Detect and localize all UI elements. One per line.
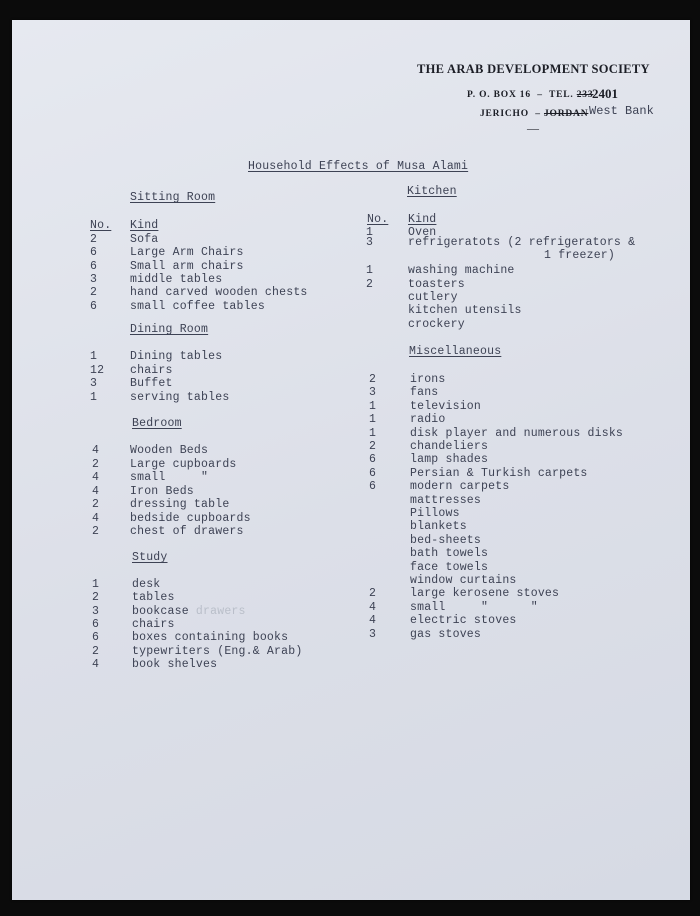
item-kind-text: chest of drawers	[130, 525, 244, 538]
item-kind	[408, 236, 635, 249]
country-struck: JORDAN	[543, 109, 589, 119]
item-quantity: 6	[90, 299, 98, 313]
item-quantity: 2	[90, 233, 98, 246]
item-kind	[410, 507, 460, 520]
section-heading-miscellaneous: Miscellaneous	[409, 345, 502, 358]
item-quantity: 2	[92, 457, 100, 471]
item-quantity: 1	[369, 413, 377, 427]
item-kind-text: face towels	[410, 560, 489, 574]
item-kind-text: radio	[410, 413, 446, 427]
item-kind	[130, 273, 222, 286]
item-kind	[410, 601, 538, 614]
item-kind-text: window curtains	[410, 574, 517, 587]
item-kind-text: mattresses	[410, 493, 482, 507]
item-kind	[130, 350, 222, 363]
item-quantity: 1	[90, 390, 98, 404]
item-kind-text: Dining tables	[130, 350, 223, 363]
item-quantity: 3	[369, 386, 377, 400]
item-kind-text: Large Arm Chairs	[130, 246, 244, 260]
item-kind-text: chairs	[132, 617, 175, 631]
item-kind-text: typewriters (Eng.& Arab)	[132, 644, 303, 658]
item-kind-text: hand carved wooden chests	[130, 286, 308, 300]
item-quantity: 6	[369, 453, 377, 467]
item-quantity: 4	[92, 444, 100, 457]
item-kind	[408, 304, 522, 317]
item-kind	[410, 440, 488, 453]
item-kind-text: gas stoves	[410, 627, 482, 641]
item-kind	[132, 578, 160, 591]
item-kind	[410, 561, 488, 574]
item-kind	[130, 233, 158, 246]
item-quantity: 4	[92, 657, 100, 671]
column-header-no-right: No.	[367, 213, 389, 226]
item-kind-text: fans	[410, 386, 439, 400]
column-header-kind-right: Kind	[408, 213, 437, 226]
item-quantity: 3	[369, 627, 377, 641]
item-kind	[130, 286, 308, 299]
po-box-line	[467, 90, 593, 100]
item-quantity: 2	[92, 525, 100, 538]
item-quantity: 1	[366, 226, 374, 239]
item-kind	[132, 605, 246, 618]
item-quantity: 12	[90, 363, 105, 377]
item-kind-text: chairs	[130, 363, 173, 377]
item-quantity: 4	[369, 600, 377, 614]
item-kind-text: small " "	[410, 600, 538, 614]
item-quantity: 4	[92, 471, 100, 484]
item-kind	[410, 413, 446, 426]
item-kind-text: toasters	[408, 278, 465, 291]
item-kind	[410, 386, 438, 399]
item-kind-text: bed-sheets	[410, 533, 482, 547]
item-kind	[130, 525, 244, 538]
item-quantity: 2	[92, 591, 100, 605]
letterhead-dash: —	[527, 121, 539, 135]
section-heading-kitchen: Kitchen	[407, 185, 457, 198]
item-kind-text: blankets	[410, 520, 467, 534]
item-quantity: 4	[92, 511, 100, 525]
item-kind-text: dressing table	[130, 498, 230, 511]
item-kind	[410, 587, 559, 600]
item-quantity: 1	[366, 264, 374, 277]
item-quantity: 4	[92, 484, 100, 498]
item-kind	[132, 631, 288, 644]
tel-number: 2401	[592, 86, 618, 101]
item-quantity: 2	[92, 644, 100, 658]
item-kind	[132, 645, 302, 658]
item-kind	[130, 458, 237, 471]
item-kind	[132, 618, 175, 631]
item-kind	[130, 246, 244, 259]
item-kind	[410, 467, 588, 480]
item-kind	[410, 534, 481, 547]
item-kind-text: Oven	[408, 226, 437, 239]
item-kind-text: Buffet	[130, 377, 173, 390]
item-kind	[130, 260, 244, 273]
item-kind-text: electric stoves	[410, 614, 517, 628]
item-quantity: 3	[366, 236, 374, 249]
section-heading-study: Study	[132, 551, 168, 564]
item-kind-text: cutlery	[408, 291, 458, 304]
item-kind-text: small coffee tables	[130, 299, 265, 313]
item-kind	[408, 291, 458, 304]
item-kind	[410, 628, 481, 641]
item-kind	[544, 249, 615, 262]
item-quantity: 1	[90, 350, 98, 363]
item-quantity: 3	[92, 604, 100, 618]
item-kind-faint-text: drawers	[195, 604, 246, 618]
item-kind-text: book shelves	[132, 657, 218, 671]
item-kind-text: Large cupboards	[130, 457, 237, 471]
item-kind-text: middle tables	[130, 272, 223, 286]
item-kind	[410, 574, 517, 587]
item-quantity: 6	[369, 466, 377, 480]
po-box-label: P. O. BOX 16 – TEL.	[467, 90, 574, 100]
item-quantity: 2	[366, 278, 374, 291]
item-kind-text: Iron Beds	[130, 484, 194, 498]
item-kind	[408, 278, 465, 291]
item-kind	[130, 444, 208, 457]
item-kind	[408, 318, 465, 331]
tel-struck: 233	[576, 90, 594, 100]
item-kind-text: large kerosene stoves	[410, 587, 560, 601]
item-kind	[410, 427, 623, 440]
item-kind	[130, 391, 229, 404]
item-kind	[410, 373, 446, 386]
item-kind	[132, 591, 175, 604]
item-kind-text: bedside cupboards	[130, 511, 251, 525]
item-kind	[130, 364, 173, 377]
item-kind	[130, 377, 173, 390]
city-line	[480, 109, 588, 119]
item-kind	[410, 614, 517, 627]
item-quantity: 2	[92, 498, 100, 511]
item-quantity: 6	[90, 246, 98, 260]
country-typed: West Bank	[589, 104, 654, 118]
item-quantity: 1	[369, 399, 377, 413]
item-quantity: 6	[92, 631, 100, 645]
item-kind	[130, 300, 265, 313]
item-kind	[410, 494, 481, 507]
item-kind	[130, 512, 251, 525]
item-quantity: 3	[90, 377, 98, 390]
section-heading-bedroom: Bedroom	[132, 417, 182, 430]
item-kind-text: modern carpets	[410, 480, 510, 494]
item-quantity: 2	[369, 440, 377, 453]
item-kind	[410, 520, 467, 533]
item-kind-text: bath towels	[410, 547, 489, 561]
item-kind-text: crockery	[408, 318, 465, 331]
item-kind-text: Pillows	[410, 507, 460, 520]
item-kind-text: Wooden Beds	[130, 444, 209, 457]
item-quantity: 2	[90, 286, 98, 300]
item-quantity: 2	[369, 587, 377, 601]
item-kind	[130, 485, 194, 498]
item-kind	[130, 498, 229, 511]
organization-name: THE ARAB DEVELOPMENT SOCIETY	[417, 62, 650, 76]
document-sheet	[12, 20, 690, 900]
item-kind-text: irons	[410, 373, 446, 386]
item-kind-text: disk player and numerous disks	[410, 426, 624, 440]
item-quantity: 6	[92, 617, 100, 631]
item-kind-text: Persian & Turkish carpets	[410, 466, 588, 480]
item-kind-text: small "	[130, 471, 209, 484]
item-quantity: 4	[369, 614, 377, 628]
item-quantity: 1	[92, 578, 100, 591]
item-kind-text: serving tables	[130, 390, 230, 404]
item-kind	[410, 453, 488, 466]
item-kind-text: lamp shades	[410, 453, 489, 467]
item-kind-text: tables	[132, 591, 175, 605]
item-kind-text: desk	[132, 578, 161, 591]
item-kind	[410, 400, 481, 413]
city-label: JERICHO –	[480, 109, 541, 119]
item-kind-text: television	[410, 399, 482, 413]
section-heading-dining-room: Dining Room	[130, 323, 209, 336]
item-kind	[130, 471, 208, 484]
item-kind-text: kitchen utensils	[408, 304, 522, 317]
item-quantity: 1	[369, 426, 377, 440]
section-heading-sitting-room: Sitting Room	[130, 191, 216, 204]
item-kind-text: boxes containing books	[132, 631, 289, 645]
item-kind-text: refrigeratots (2 refrigerators &	[408, 236, 636, 249]
item-kind-text: Small arm chairs	[130, 259, 244, 273]
item-kind	[410, 547, 488, 560]
item-quantity: 2	[369, 373, 377, 386]
item-quantity: 6	[90, 259, 98, 273]
item-kind	[408, 264, 515, 277]
item-quantity: 3	[90, 272, 98, 286]
item-kind-text: bookcase	[132, 604, 189, 618]
item-kind	[410, 480, 509, 493]
item-kind-text: Sofa	[130, 233, 159, 246]
column-header-no: No.	[90, 219, 112, 232]
item-quantity: 6	[369, 480, 377, 494]
page-title: Household Effects of Musa Alami	[248, 160, 469, 173]
column-header-kind: Kind	[130, 219, 159, 232]
item-kind	[132, 658, 217, 671]
item-kind-text: washing machine	[408, 264, 515, 277]
item-kind-text: 1 freezer)	[544, 249, 616, 262]
item-kind-text: chandeliers	[410, 440, 489, 453]
